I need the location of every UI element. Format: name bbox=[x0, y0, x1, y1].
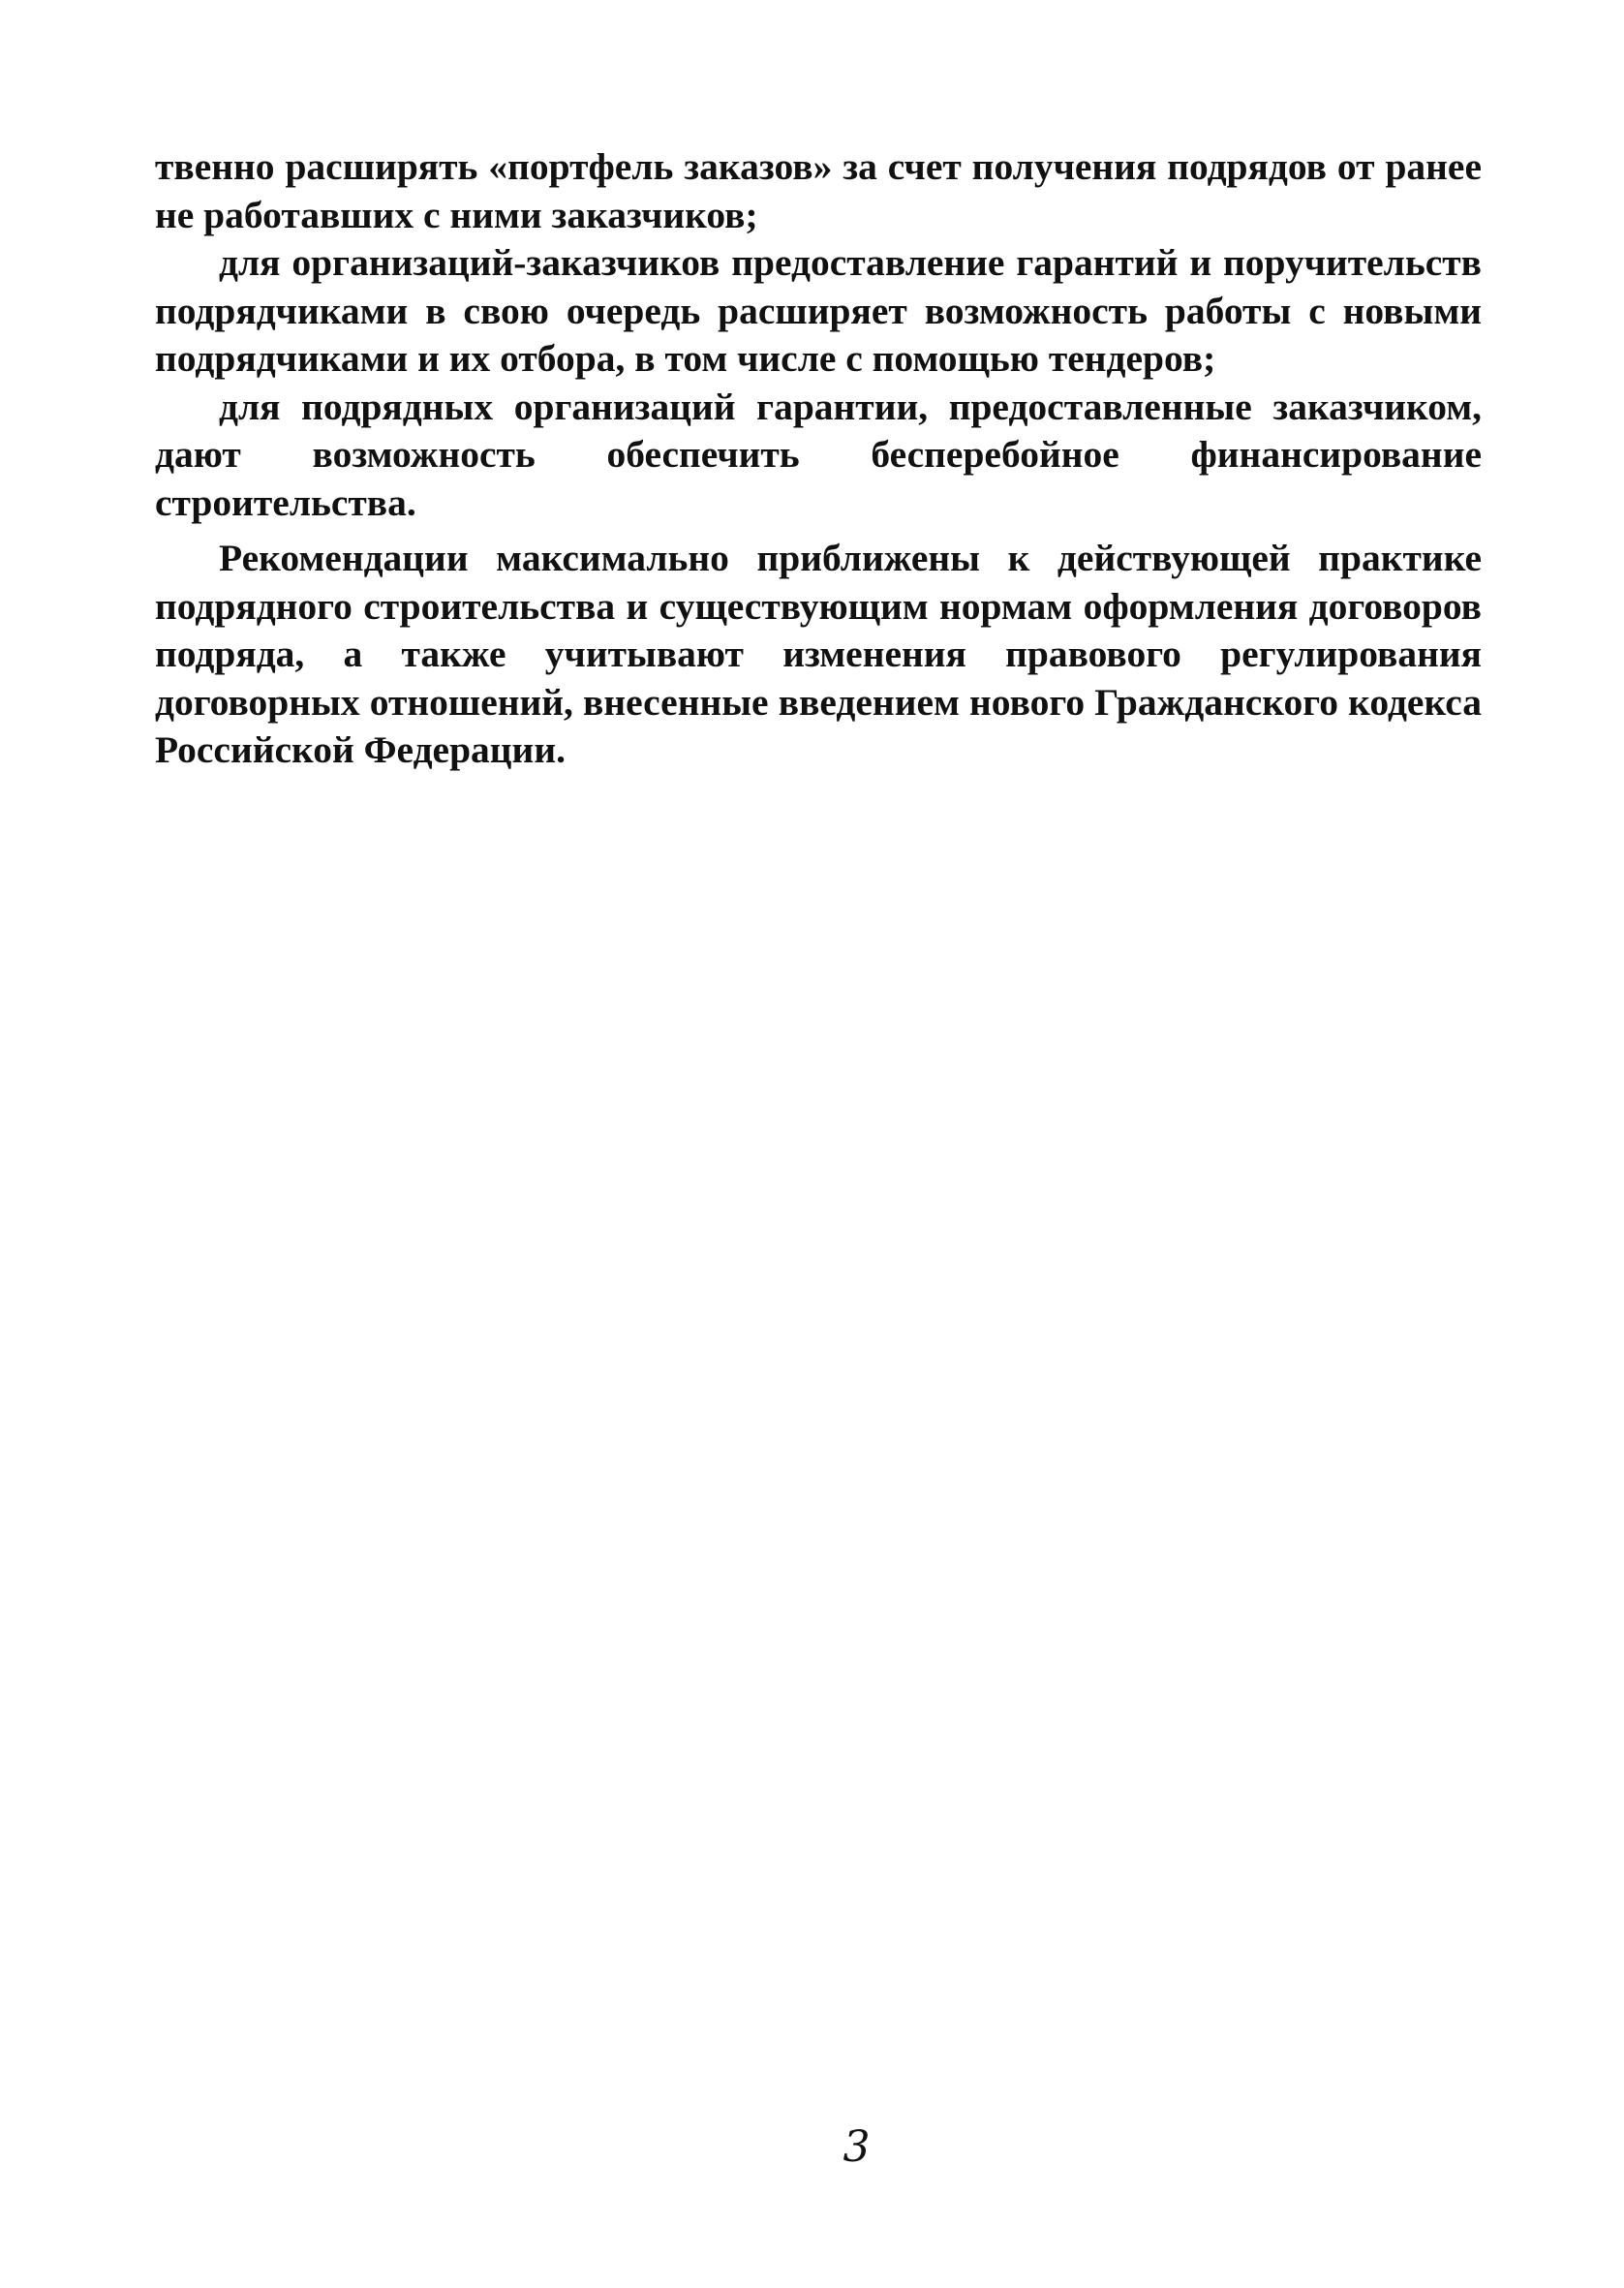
page-number: 3 bbox=[843, 2122, 871, 2172]
paragraph-1: твенно расширять «портфель заказов» за счет получения подрядов от ранее не работавших с ними заказчиков; bbox=[155, 145, 1482, 236]
body-text bbox=[155, 143, 1482, 775]
paragraph-3: для подрядных организаций гарантии, предоставленные заказчиком, дают возможность обеспечить бесперебойное финансирование строительства. bbox=[155, 385, 1482, 524]
page-number-container bbox=[0, 2123, 1624, 2172]
paragraph-2: для организаций-заказчиков предоставление гарантий и поручительств подрядчиками в свою очередь расширяет возможность работы с новыми подрядчиками и их отбора, в том числе с помощью тендеров; bbox=[155, 241, 1482, 380]
paragraph-4: Рекомендации максимально приближены к действующей практике подрядного строительства и существующим нормам оформления договоров подряда, а также учитывают изменения правового регулирования договорных отношений, внесенные введением нового Гражданского кодекса Российской Федерации. bbox=[155, 537, 1482, 771]
